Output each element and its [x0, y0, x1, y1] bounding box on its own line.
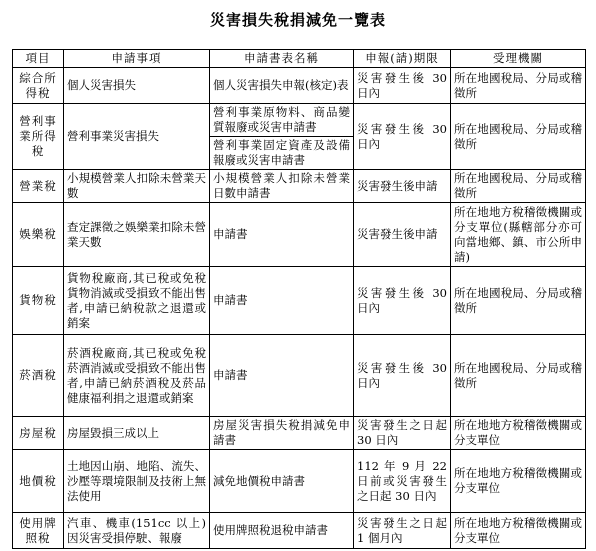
matter-cell: 菸酒稅廠商,其已稅或免稅菸酒消滅或受損致不能出售者,申請已納菸酒稅及菸品健康福利捐之退還或銷案 [64, 335, 210, 417]
deadline-cell: 災害發生後 30 日內 [354, 68, 451, 104]
table-row [13, 170, 586, 203]
table-row [13, 68, 586, 104]
header-item: 項目 [13, 50, 64, 68]
form-cell: 營利事業原物料、商品變質報廢或災害申請書 [210, 104, 354, 137]
header-row [13, 50, 586, 68]
item-cell: 綜合所得稅 [13, 68, 64, 104]
item-cell: 菸酒稅 [13, 335, 64, 417]
deadline-cell: 112 年 9 月 22 日前或災害發生之日起 30 日內 [354, 450, 451, 513]
form-cell: 營利事業固定資產及設備報廢或災害申請書 [210, 137, 354, 170]
form-cell: 房屋災害損失稅捐減免申請書 [210, 417, 354, 450]
deadline-cell: 災害發生後 30 日內 [354, 267, 451, 335]
item-cell: 營業稅 [13, 170, 64, 203]
form-cell: 個人災害損失申報(核定)表 [210, 68, 354, 104]
matter-cell: 個人災害損失 [64, 68, 210, 104]
tax-relief-table [12, 49, 586, 549]
deadline-cell: 災害發生後申請 [354, 203, 451, 267]
agency-cell: 所在地國稅局、分局或稽徵所 [451, 335, 586, 417]
table-row [13, 417, 586, 450]
table-row [13, 335, 586, 417]
table-row [13, 450, 586, 513]
item-cell: 使用牌照稅 [13, 513, 64, 549]
matter-cell: 貨物稅廠商,其已稅或免稅貨物消滅或受損致不能出售者,申請已納稅款之退還或銷案 [64, 267, 210, 335]
agency-cell: 所在地國稅局、分局或稽徵所 [451, 267, 586, 335]
header-form: 申請書表名稱 [210, 50, 354, 68]
agency-cell: 所在地地方稅稽徵機關或分支單位 [451, 450, 586, 513]
agency-cell: 所在地地方稅稽徵機關或分支單位 [451, 513, 586, 549]
page-title: 災害損失稅捐減免一覽表 [209, 11, 386, 29]
agency-cell: 所在地國稅局、分局或稽徵所 [451, 68, 586, 104]
item-cell: 貨物稅 [13, 267, 64, 335]
deadline-cell: 災害發生後申請 [354, 170, 451, 203]
item-cell: 房屋稅 [13, 417, 64, 450]
agency-cell: 所在地國稅局、分局或稽徵所 [451, 170, 586, 203]
agency-cell: 所在地國稅局、分局或稽徵所 [451, 104, 586, 170]
matter-cell: 營利事業災害損失 [64, 104, 210, 170]
form-cell: 申請書 [210, 203, 354, 267]
deadline-cell: 災害發生之日起 1 個月內 [354, 513, 451, 549]
agency-cell: 所在地地方稅稽徵機關或分支單位 [451, 417, 586, 450]
matter-cell: 小規模營業人扣除未營業天數 [64, 170, 210, 203]
header-matter: 申請事項 [64, 50, 210, 68]
matter-cell: 土地因山崩、地陷、流失、沙壓等環境限制及技術上無法使用 [64, 450, 210, 513]
table-row [13, 513, 586, 549]
deadline-cell: 災害發生之日起 30 日內 [354, 417, 451, 450]
header-deadline: 申報(請)期限 [354, 50, 451, 68]
header-agency: 受理機關 [451, 50, 586, 68]
form-cell: 小規模營業人扣除未營業日數申請書 [210, 170, 354, 203]
form-cell: 申請書 [210, 267, 354, 335]
form-cell: 申請書 [210, 335, 354, 417]
item-cell: 營利事業所得稅 [13, 104, 64, 170]
agency-cell: 所在地地方稅稽徵機關或分支單位(縣轄部分亦可向當地鄉、鎮、市公所申請) [451, 203, 586, 267]
matter-cell: 汽車、機車(151cc 以上)因災害受損停駛、報廢 [64, 513, 210, 549]
item-cell: 地價稅 [13, 450, 64, 513]
matter-cell: 房屋毀損三成以上 [64, 417, 210, 450]
item-cell: 娛樂稅 [13, 203, 64, 267]
table-row [13, 203, 586, 267]
deadline-cell: 災害發生後 30 日內 [354, 104, 451, 170]
table-row [13, 104, 586, 137]
table-row [13, 267, 586, 335]
deadline-cell: 災害發生後 30 日內 [354, 335, 451, 417]
matter-cell: 查定課徵之娛樂業扣除未營業天數 [64, 203, 210, 267]
form-cell: 減免地價稅申請書 [210, 450, 354, 513]
form-cell: 使用牌照稅退稅申請書 [210, 513, 354, 549]
